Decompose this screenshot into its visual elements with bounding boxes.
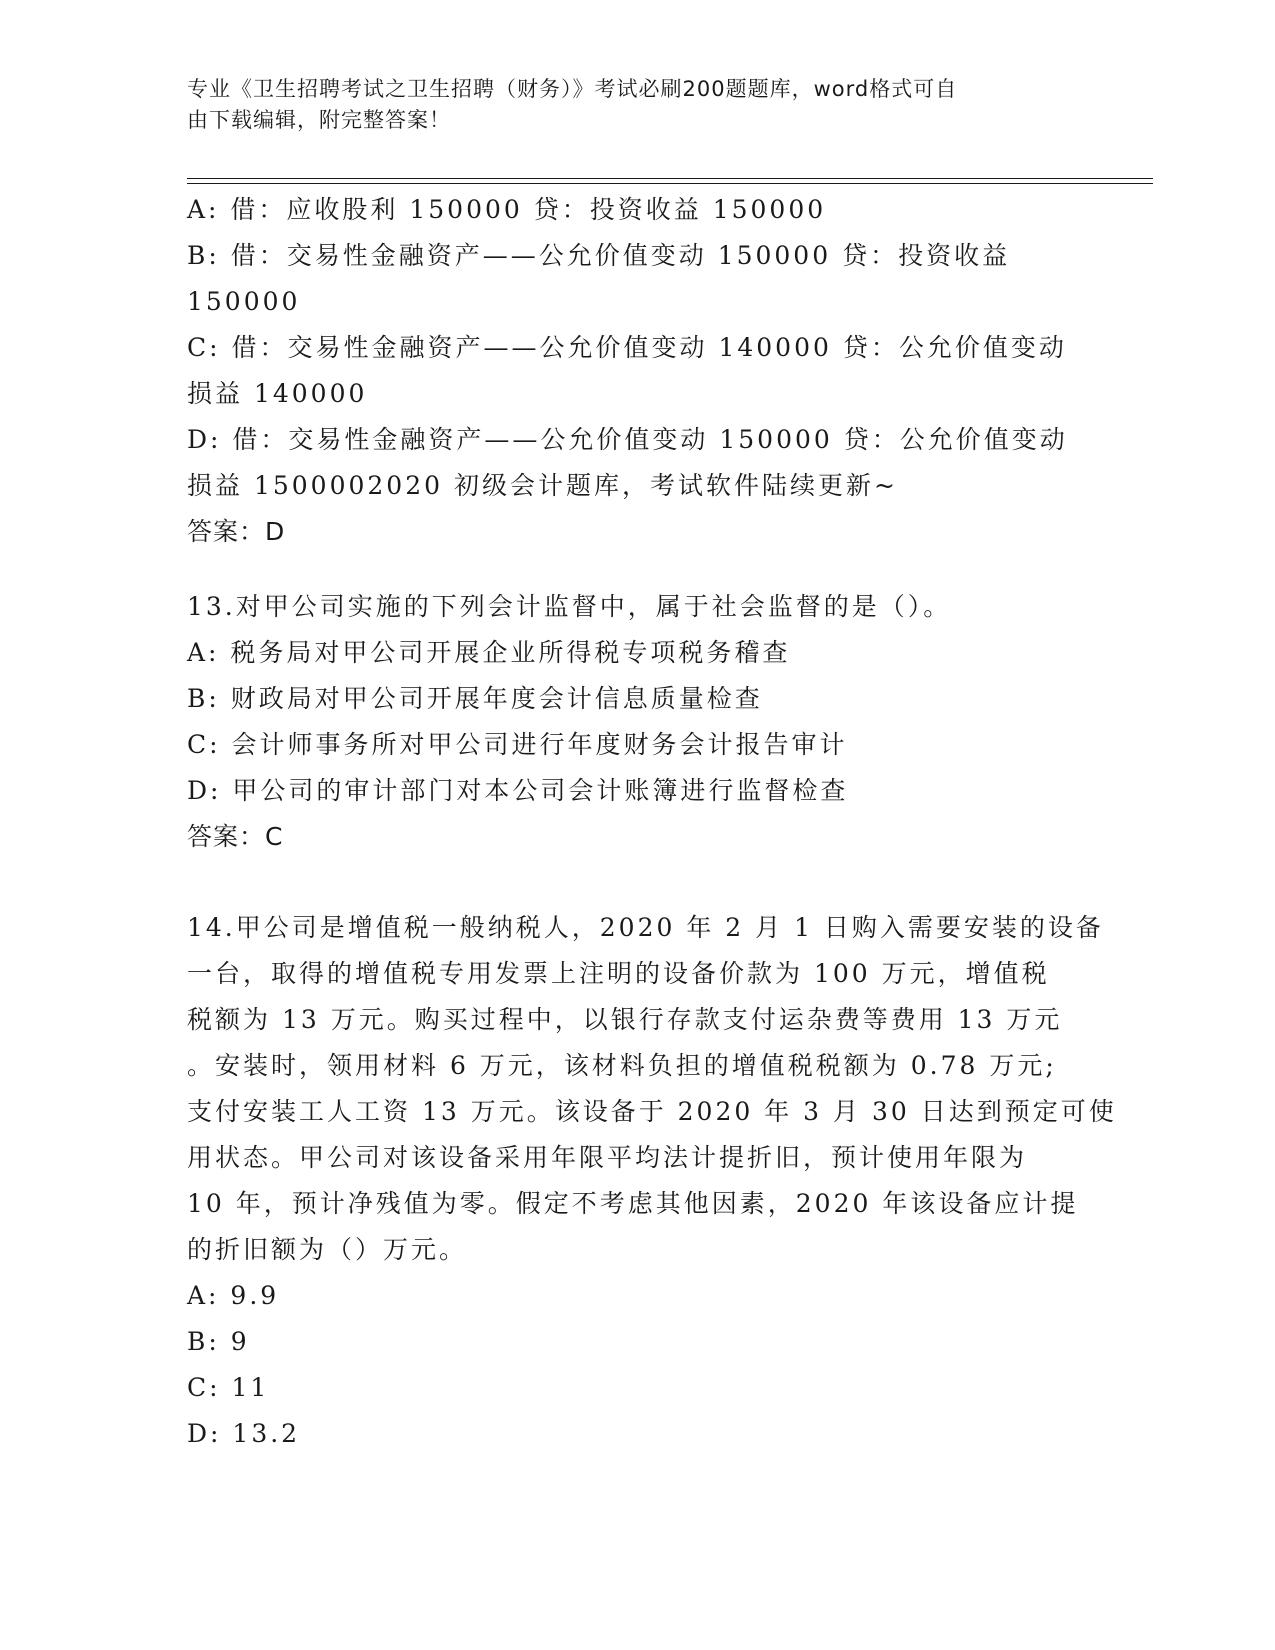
q12-option-c-line-1: C: 借：交易性金融资产——公允价值变动 140000 贷：公允价值变动 bbox=[187, 333, 1067, 362]
q12-option-b-line-1: B: 借：交易性金融资产——公允价值变动 150000 贷：投资收益 bbox=[187, 241, 1011, 270]
question-14-block bbox=[187, 905, 1117, 1457]
q14-question-line: 用状态。甲公司对该设备采用年限平均法计提折旧，预计使用年限为 bbox=[187, 1143, 1028, 1172]
q14-question-line: 支付安装工人工资 13 万元。该设备于 2020 年 3 月 30 日达到预定可使 bbox=[187, 1097, 1117, 1126]
q14-option-b: B: 9 bbox=[187, 1327, 250, 1356]
q12-option-b-line-2: 150000 bbox=[187, 287, 301, 316]
question-13-block bbox=[187, 584, 1087, 860]
q13-option-d: D: 甲公司的审计部门对本公司会计账簿进行监督检查 bbox=[187, 776, 849, 805]
q13-option-c: C: 会计师事务所对甲公司进行年度财务会计报告审计 bbox=[187, 730, 848, 759]
header-rule-bottom bbox=[187, 183, 1153, 184]
q14-question-line: 一台，取得的增值税专用发票上注明的设备价款为 100 万元，增值税 bbox=[187, 959, 1050, 988]
q12-answer: 答案：D bbox=[187, 517, 286, 546]
q14-question-line: 的折旧额为（）万元。 bbox=[187, 1235, 468, 1264]
q13-option-a: A: 税务局对甲公司开展企业所得税专项税务稽查 bbox=[187, 638, 791, 667]
q13-question: 13.对甲公司实施的下列会计监督中，属于社会监督的是（）。 bbox=[187, 592, 952, 621]
q14-option-d: D: 13.2 bbox=[187, 1419, 301, 1448]
header-rule-top bbox=[187, 178, 1153, 179]
q12-option-d-line-2: 损益 1500002020 初级会计题库，考试软件陆续更新~ bbox=[187, 471, 898, 500]
q14-option-a: A: 9.9 bbox=[187, 1281, 280, 1310]
q12-option-a: A: 借：应收股利 150000 贷：投资收益 150000 bbox=[187, 195, 827, 224]
q13-option-b: B: 财政局对甲公司开展年度会计信息质量检查 bbox=[187, 684, 763, 713]
document-header bbox=[187, 74, 1067, 136]
q14-question-line: 10 年，预计净残值为零。假定不考虑其他因素，2020 年该设备应计提 bbox=[187, 1189, 1079, 1218]
header-line-1: 专业《卫生招聘考试之卫生招聘（财务）》考试必刷200题题库，word格式可自 bbox=[187, 77, 958, 101]
q14-option-c: C: 11 bbox=[187, 1373, 270, 1402]
q14-question-line: 。安装时，领用材料 6 万元，该材料负担的增值税税额为 0.78 万元; bbox=[187, 1051, 1057, 1080]
q12-option-d-line-1: D: 借：交易性金融资产——公允价值变动 150000 贷：公允价值变动 bbox=[187, 425, 1068, 454]
header-line-2: 由下载编辑，附完整答案！ bbox=[187, 108, 451, 132]
q12-option-c-line-2: 损益 140000 bbox=[187, 379, 368, 408]
q13-answer: 答案：C bbox=[187, 822, 284, 851]
question-12-block bbox=[187, 187, 1087, 555]
q14-question-line: 14.甲公司是增值税一般纳税人，2020 年 2 月 1 日购入需要安装的设备 bbox=[187, 913, 1104, 942]
q14-question-line: 税额为 13 万元。购买过程中，以银行存款支付运杂费等费用 13 万元 bbox=[187, 1005, 1063, 1034]
